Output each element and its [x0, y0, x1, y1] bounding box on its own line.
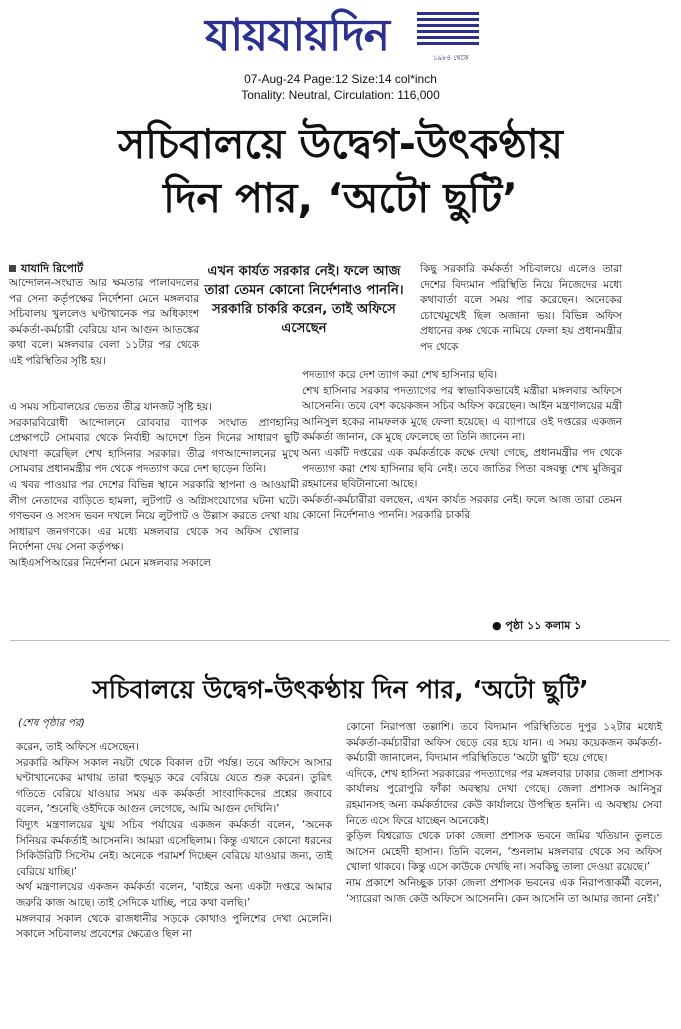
byline-text: যাযাদি রিপোর্ট	[21, 262, 84, 275]
masthead-established: ১৯৮৪ থেকে	[433, 54, 469, 62]
article-column-1-wide	[9, 400, 299, 572]
continuation-column-2	[346, 720, 662, 907]
paragraph: করেন, তাই অফিসে এসেছেন।	[16, 741, 139, 753]
newspaper-logo	[205, 6, 480, 68]
paragraph: কিছু সরকারি কর্মকর্তা সচিবালয়ে এলেও তারা দেশের বিদ্যমান পরিস্থিতি নিয়ে নিজেদের মধ্যে কথাবার্তা বলে সময় পার করেছেন। অনেকের চোখেমুখেই ছিল অজানা ভয়। বিভিন্ন অফিস প্রধানের কক্ষ থেকে নামিয়ে ফেলা হয় প্রধানমন্ত্রীর পদ থেকে	[420, 263, 622, 353]
paragraph: কুড়িল বিশ্বরোড থেকে ঢাকা জেলা প্রশাসক ভবনে জমির খতিয়ান তুলতে আসেন মেহেদী হাসান। তিনি বলেন, ‘শুনলাম মঙ্গলবার থেকে সব অফিস খোলা থাকবে। কিন্তু এসে কাউকে দেখছি না। সবকিছু তালা দেওয়া রয়েছে।’	[346, 830, 662, 874]
masthead-name: যায়যায়দিন	[205, 10, 390, 61]
continued-from: (শেষ পৃষ্ঠার পর)	[18, 717, 85, 729]
logo-stripes	[417, 12, 479, 48]
paragraph: কর্মকর্তা-কর্মচারীরা বলছেন, এখন কার্যত সরকার নেই। ফলে আজ তারা তেমন কোনো নির্দেশনাও পাননি। সরকারি চাকরি	[302, 493, 622, 522]
continuation-column-1	[16, 740, 332, 943]
pull-quote: এখন কার্যত সরকার নেই। ফলে আজ তারা তেমন কোনো নির্দেশনাও পাননি। সরকারি চাকরি করেন, তাই অফিসে এসেছেন	[204, 264, 404, 336]
article-column-3-wide	[302, 368, 622, 524]
paragraph: নাম প্রকাশে অনিচ্ছুক ঢাকা জেলা প্রশাসক ভবনের এক নিরাপত্তাকর্মী বলেন, ‘স্যারেরা আজ কেউ অফিসে আসেননি। কেন আসেনি তা আমার জানা নেই।’	[346, 876, 662, 905]
paragraph: অন্য একটি দপ্তরের এক কর্মকর্তাকে কক্ষে দেখা গেছে, প্রধানমন্ত্রীর পদ থেকে পদত্যাগ করা শেখ হাসিনার ছবি নেই। তবে জাতির পিতা বঙ্গবন্ধু শেখ মুজিবুর রহমানের ছবিটানানো আছে।	[302, 446, 622, 491]
continued-to-jump: ● পৃষ্ঠা ১১ কলাম ১	[492, 619, 582, 632]
headline-line2: দিন পার, ‘অটো ছুটি’	[163, 174, 518, 222]
byline-bullet	[9, 265, 16, 272]
paragraph: বিদ্যুৎ মন্ত্রণালয়ের যুগ্ম সচিব পর্যায়ের একজন কর্মকর্তা বলেন, ‘অনেক সিনিয়র কর্মকর্তাই আসেননি। আমরা এসেছিলাম। কিন্তু এখানে কোনো ধরনের সিকিউরিটি সিস্টেম নেই। অনেকে পরামর্শ দিচ্ছেন বেরিয়ে যাওয়ার জন্য, তাই বেরিয়ে যাচ্ছি।’	[16, 818, 332, 878]
paragraph: পদত্যাগ করে দেশ ত্যাগ করা শেখ হাসিনার ছবি।	[302, 369, 498, 381]
paragraph: আইএসপিআরের নির্দেশনা মেনে মঙ্গলবার সকালে	[9, 556, 211, 569]
article-column-1	[9, 276, 199, 370]
paragraph: মঙ্গলবার সকাল থেকে রাজধানীর সড়কে কোথাও পুলিশের দেখা মেলেনি। সকালে সচিবালয় প্রবেশের ক্ষেত্রেও ছিল না	[16, 912, 332, 941]
clipping-meta-line1: 07-Aug-24 Page:12 Size:14 col*inch	[244, 72, 437, 86]
paragraph: এদিকে, শেখ হাসিনা সরকারের পদত্যাগের পর মঙ্গলবার ঢাকার জেলা প্রশাসক কার্যালয় পুরোপুরি ফাঁকা অবস্থায় দেখা গেছে। জেলা প্রশাসক আনিসুর রহমানসহ অন্য কর্মকর্তাদের কেউ কার্যালয়ে উপস্থিত হননি। এ অবস্থায় সেবা নিতে এসে ফিরে যাচ্ছেন অনেকেই।	[346, 767, 662, 827]
article-column-3-top	[420, 262, 622, 356]
paragraph: সরকারবিরোধী আন্দোলনে রোববার ব্যাপক সংঘাত প্রাণহানির প্রেক্ষাপটে সোমবার থেকে নির্বাহী আদেশে তিন দিনের সাধারণ ছুটি ঘোষণা করেছিল শেখ হাসিনার সরকার। তীব্র গণআন্দোলনের মুখে সোমবার প্রধানমন্ত্রীর পদ থেকে পদত্যাগ করে দেশ ছাড়েন তিনি।	[9, 416, 299, 476]
continuation-headline: সচিবালয়ে উদ্বেগ-উৎকণ্ঠায় দিন পার, ‘অটো ছুটি’	[92, 675, 589, 704]
paragraph: আন্দোলন-সংঘাত আর ক্ষমতার পালাবদলের পর সেনা কর্তৃপক্ষের নির্দেশনা মেনে মঙ্গলবার সচিবালয় খুললেও ঘণ্টাখানেক পর অধিকাংশ কর্মকর্তা-কর্মচারী বেরিয়ে যান আগুন আতঙ্কের কথা বলে। মঙ্গলবার বেলা ১১টার পর থেকে এই পরিস্থিতির সৃষ্টি হয়।	[9, 277, 199, 367]
clipping-meta-line2: Tonality: Neutral, Circulation: 116,000	[241, 88, 440, 102]
paragraph: কোনো নিরাপত্তা তল্লাশি। তবে বিদ্যমান পরিস্থিতিতে দুপুর ১২টার মধ্যেই কর্মকর্তা-কর্মচারীরা অফিস ছেড়ে বের হয়ে যান। এ সময় কয়েকজন কর্মকর্তা-কর্মচারী জানালেন, বিদ্যমান পরিস্থিতিতে ‘অটো ছুটি’ হয়ে গেছে।	[346, 721, 662, 765]
headline-line1: সচিবালয়ে উদ্বেগ-উৎকণ্ঠায়	[118, 120, 563, 168]
paragraph: এ সময় সচিবালয়ের ভেতর তীব্র যানজট সৃষ্টি হয়।	[9, 401, 212, 413]
paragraph: এ খবর পাওয়ার পর দেশের বিভিন্ন স্থানে সরকারি স্থাপনা ও আওয়ামী লীগ নেতাদের বাড়িতে হামলা, লুটপাট ও অগ্নিসংযোগের ঘটনা ঘটে। গণভবন ও সংসদ ভবন দখলে নিয়ে লুটপাট ও উল্লাস করতে দেখা যায় সাধারণ জনগণকে। এর মধ্যে মঙ্গলবার থেকে সব অফিস খোলার নির্দেশনা দেয় সেনা কর্তৃপক্ষ।	[9, 478, 299, 554]
paragraph: অর্থ মন্ত্রণালয়ের একজন কর্মকর্তা বলেন, ‘বাইরে অন্য একটা দপ্তরে আমার জরুরি কাজ আছে। তাই সেদিকে যাচ্ছি, পরে কথা বলছি।’	[16, 881, 332, 909]
paragraph: সরকারি অফিস সকাল নয়টা থেকে বিকাল ৫টা পর্যন্ত। তবে অফিসে আসার ঘণ্টাখানেকের মাথায় তারা হুড়মুড় করে বেরিয়ে যেতে শুরু করেন। তুরিৎ গতিতে বেরিয়ে যাওয়ার সময় এক কর্মকর্তা সাংবাদিকদের প্রশ্নের জবাবে বলেন, ‘শুনেছি ওইদিকে আগুন লেগেছে, আমি আগুন দেখিনি।’	[16, 756, 332, 816]
paragraph: শেখ হাসিনার সরকার পদত্যাগের পর স্বাভাবিকভাবেই মন্ত্রীরা মঙ্গলবার অফিসে আসেননি। তবে বেশ কয়েকজন সচিব অফিস করেছেন। আইন মন্ত্রণালয়ের মন্ত্রী আনিসুল হকের নামফলক মুছে ফেলা হয়েছে। এ ব্যাপারে ওই দপ্তরের একজন কর্মকর্তা জানান, কে মুছে ফেলেছে তা তিনি জানেন না।	[302, 384, 622, 444]
section-divider	[10, 640, 670, 641]
